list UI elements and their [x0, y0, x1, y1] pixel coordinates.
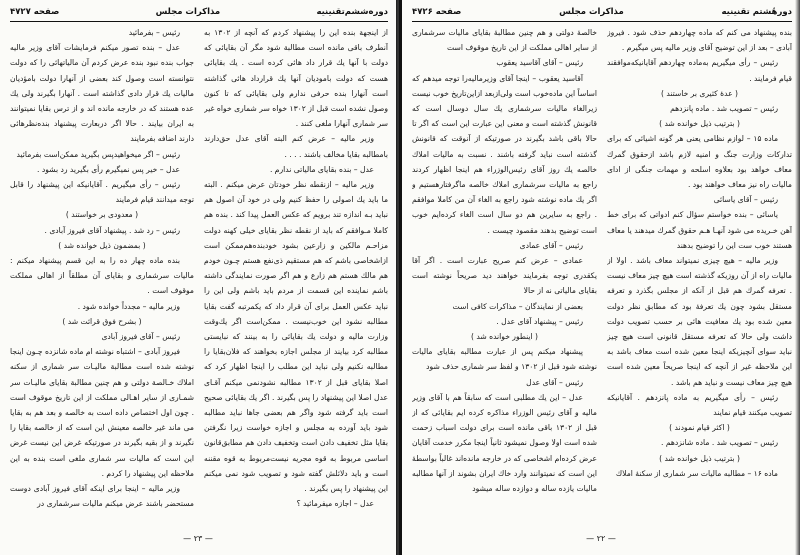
- paragraph: خالصهٔ دولتی و هم چنین مطالبهٔ بقایای مالیات سرشماری از سایر اهالی مملکت از این تاریخ موقوف است: [412, 28, 597, 53]
- column-left: [412, 25, 597, 527]
- paragraph: عدل – خیر پس نمیگیرم رأی بگیرید رد بشود .: [37, 164, 180, 174]
- paragraph: آقاسید یعقوب – اینجا آقای وزیرمالیه‌را توجه میدهم که اساساً این ماده‌خوب است ولی‌ازبعد ازاین‌تاریخ خوب نیست زیرالغاء مالیات سرشماری یك سال دوسال است که قانونش گذشته است و معنی این عبارت این است که اگر تا حالا باقی باشد بگیرند در صورتیکه از آنوقت که قانونش گذشته است نباید گرفته باشند . نسبت به مالیات املاك خالصه یك روز آقای رئیس‌الوزراء هم اینجا اظهار کردند راجع به مالیات سرشماری املاك خالصه ماگرفتارهستیم و اگر یك ماده نوشته شود راجع به الغاء آن من کاملا موافقم . راجع به سایرین هم دو سال است الغاء کرده‌ایم خوب است توضیح بدهند مقصود چیست .: [412, 73, 597, 235]
- paragraph: بنده پیشنهاد می کنم که ماده چهاردهم حذف شود . فیروز آبادی – بعد از این توضیح آقای وزیر مالیه پس میگیرم .: [607, 28, 792, 53]
- paragraph: عدل – اجازه میفرمائید ؟: [296, 499, 375, 509]
- header-rule: [10, 21, 388, 22]
- session-label: دوره‌ششم‌تقنینیه: [316, 7, 389, 17]
- paragraph: رئیس – رأی میگیریم . آقایانیکه این پیشنهاد را قابل توجه میدانند قیام فرمایند: [9, 180, 194, 205]
- paragraph: از اینجهة بنده این را پیشنهاد کردم که آنچه از ۱۳۰۲ به آنطرف باقی مانده است مطالبة شود مگر آن بقایائی که دولت با آنها یك قرار داد هائی کرده است . یك بقایائی هست که دولت بامودیان آنها یك قرارداد هائی گذاشته است آنهارا بنده حرفی ندارم ولی بقایائی که تا کنون وصول نشده است قبل از ۱۳۰۲ خواه سر شماری خواه غیر سر شماری آنهارا ملغی کنند .: [204, 28, 389, 129]
- paragraph: رئیس – آقای آقاسید یعقوب: [496, 58, 583, 68]
- paragraph: رئیس – بفرمائید: [128, 28, 180, 37]
- paragraph: وزیر مالیه – مجدداً خوانده شود .: [77, 301, 180, 311]
- paragraph: رئیس – آقای فیروز آبادی: [101, 332, 180, 342]
- paragraph: ( بترتیب ذیل خوانده شد ): [659, 119, 740, 129]
- paragraph: پیشنهاد میکنم پس از عبارت مطالبه بقایای مالیات نوشته شود قبل از ۱۳۰۲ و لفظ سر شماری حذف شود: [412, 347, 597, 372]
- paragraph: وزیر مالیه – اینجا برای اینکه آقای فیروز آبادی دوست مستحضر باشند عرض میکنم مالیات سرشماری در: [9, 484, 194, 509]
- left-page-header: [10, 4, 388, 20]
- right-page: [399, 0, 800, 555]
- paragraph: رئیس – اگر میخواهید‌پس بگیرید ممکن‌است بفرمائید: [16, 149, 180, 159]
- page-footer-number: — ۲۳ —: [183, 534, 213, 543]
- paragraph: ( عدهٔ کثیری بر خاستند ): [660, 88, 739, 98]
- paragraph: رئیس – آقای یاسائی: [713, 195, 778, 205]
- paragraph: عدل – این یك مطلبی است که سابقاً هم با آقای وزیر مالیه و آقای رئیس الوزراء مذاکره کرده ایم بقایائی که از قبل از ۱۳۰۲ باقی مانده است برای دولت اسباب زحمت شده است اولا وصول نمیشود ثانیاً اینجا مکرر خدمت آقایان عرض کرده‌ام اشخاصی که در خارجه مانده‌اند غالباً بواسطهٔ این است که نمیتوانند وارد خاك ایران بشوند از آنها مطالبه مالیات یازده ساله و دوازده ساله میشود: [412, 392, 597, 494]
- paragraph: وزیر مالیه – عرض کنم البته آقای عدل حق‌دارند بامطالبه بقایا مخالف باشند . . . .: [204, 134, 389, 159]
- paragraph: یاسائی – بنده خواستم سؤال کنم ادواتی که برای خط آهن خـریده می شود آنهـا هـم حقوق گمرك میدهند یا معاف هستند خوب ست این را توضیح بدهند: [607, 210, 792, 250]
- left-page: [0, 0, 397, 555]
- paragraph: رئیس – رد شد . پیشنهاد آقای فیروز آبادی .: [44, 225, 180, 235]
- column-right: [607, 25, 792, 527]
- paragraph: رئیس – آقای عدل: [526, 377, 583, 387]
- running-title: مذاکرات مجلس: [155, 7, 221, 17]
- paragraph: ( اکثر قیام نمودند ): [669, 423, 730, 433]
- paragraph: رئیس – آقای عمادی: [519, 240, 583, 250]
- paragraph: عدل – بنده بقایای مالیاتی ندارم .: [269, 164, 375, 174]
- paragraph: رئیس – تصویب شد . ماده شانزدهم .: [661, 438, 778, 448]
- page-footer-number: — ۲۲ —: [586, 534, 616, 543]
- running-title: مذاکرات مجلس: [559, 7, 624, 17]
- paragraph: ( اینطور خوانده شد ): [470, 332, 539, 342]
- left-page-columns: [10, 25, 388, 527]
- paragraph: ( بمضمون ذیل خوانده شد ): [58, 240, 146, 250]
- paragraph: ( معدودی بر خواستند ): [65, 210, 139, 220]
- paragraph: بعضی از نمایندگان – مذاکرات کافی است: [452, 301, 583, 311]
- right-page-header: [412, 4, 792, 20]
- page-number-label: صفحه ۴۷۲۷: [10, 7, 60, 17]
- scan-edge-shadow: [795, 0, 800, 555]
- paragraph: فیروز آبادی – اشتباه نوشته ام ماده شانزده چـون اینجا نوشته شده است مطالبة مالیـات سر شماری از سکنه املاك خـالصة دولتی و هم چنین مطالبة بقایای مالیـات سر شمـاری از سایر اهـالی مملکت از این تاریخ موقوف است . چون اول اختصاص داده است به خالصه و بعد هم به بقایا می ماند غیر خالصه معینش این است که از خالصه بقایا را نگیرند و از بقیه بگیرند در صورتیکه غرض این نیست غرض این است که مالیات سر شماری ملغی است بنده به این ملاحظه این پیشنهاد را کردم .: [9, 347, 194, 478]
- paragraph: بنده ماده چهار ده را به این قسم پیشنهاد میکنم : مالیات سرشماری و بقایای آن مطلقاً از اهالی مملکت موقوف است .: [9, 256, 194, 296]
- paragraph: عمادی – عرض کنم صریح عبارت است . اگر آقا یکقدری توجه بفرمایند خواهند دید صریحاً نوشته است بقایای مالیاتی نه از حالا: [412, 256, 597, 296]
- paragraph: رئیس – رأی میگیریم به‌ماده چهاردهم آقایانیکه‌موافقند قیام فرمایند .: [607, 58, 792, 83]
- paragraph: ماده ۱۶ – مطالبه مالیات سر شماری از سکنهٔ املاك: [615, 468, 778, 478]
- paragraph: رئیس – پیشنهاد آقای عدل .: [496, 316, 583, 326]
- paragraph: رئیس – رأی میگیریم به ماده پانزدهم . آقایانیکه تصویب میکنند قیام نمایند: [607, 392, 792, 418]
- paragraph: وزیر مالیه – هیچ چیزی نمیتواند معاف باشد . اولا از مالیات راه از آن روزیکه گذشته است هیچ چیز معاف نیست . تعرفه گمرك هم قبل از آنکه از مجلس بگذرد و تعرفه مستقل بشود چون یك تعرفهٔ بود که مطابق نظر دولت معین شده بود یك معافیت هائی بر حسب تصویب دولت داشت ولی حالا که تعرفه مستقل قانونی است هیچ چیز نباید سوای آنچیزیکه اینجا معین شده است معاف باشد به این ملاحظه غیر از آنچه که اینجا صریحاً معین شده است هیچ چیز معاف نیست و نباید هم باشد .: [607, 256, 792, 387]
- paragraph: ( بشرح فوق قرائت شد ): [62, 316, 142, 326]
- session-label: دورهٔشتم تقنینیه: [721, 7, 792, 17]
- paragraph: وزیر مالیه – ازنقطه نظر خودتان عرض میکنم . البته ما باید یك اصولی را حفظ کنیم ولی در خود آن اصول هم نباید بـه اندازه تند برویم که عکس العمل پیدا کند . بنده هم کاملا مـوافقم که باید از نقطه نظر بقایای خیلی کهنه دولت مزاحـم مالکین و زارعین بشود خودبنده‌هم‌ممکن است ازاشخاصی باشم که هم مستقیم ذی‌نفع هستم چـون خودم هم مالك هستم هم زارع و هم اگر صورت نمایندگی داشته باشم نماینده این قسمت از مردم باید باشم ولی این را نباید عکس العمل برای آن قرار داد که یکمرتبه گفت بقایا مطالبه نشود این خوب‌نیست . ممکن‌است اگر یك‌وقت وزارت مالیه و دولت یك بقایائی را به بینند که نبایستی مطالبه کرد بیایند از مجلس اجازه بخواهند که فلان‌بقایا را مطالبه نکنیم ولی نباید این مطلب را اینجا اظهار کرد که اصلا بقایای قبل از ۱۳۰۲ مطالبه نشود‌نمی میکنم آقـای عدل اصلا این پیشنهاد را پس بگیرند . اگر یك بقایائی صحیح است باید گرفته شود واگر هم بعضی جاها نباید مطالبه شود باید آورده به مجلس و اجازه خواست زیرا نگرفتن بقایا مثل تخفیف دادن است وتخفیف دادن هم مطابق‌قانون اساسی مربوط به قوه مجریه نیست‌مربوط به قوه مقننه است و باید دلائلش گفته شود و تصویب شود نمی میکنم این پیشنهاد را پس بگیرند .: [204, 180, 389, 494]
- column-right: [204, 25, 388, 527]
- paragraph: رئیس – تصویب شد . ماده پانزدهم: [670, 104, 778, 114]
- paragraph: ماده ۱۵ – لوازم نظامی یعنی هر گونه اشیائی که برای تدارکات وزارت جنگ و امنیه لازم باشد ازحقوق گمرك معاف خواهد بود بعلاوه اسلحه و مهمات جنگی از ادای مالیات راه نیز معاف خواهند بود .: [607, 134, 792, 190]
- right-page-columns: [412, 25, 792, 527]
- paragraph: ( بترتیب ذیل خوانده شد ): [659, 453, 740, 463]
- paragraph: عدل – بنده تصور میکنم فرمایشات آقای وزیر مالیه جواب بنده نبود بنده عرض کردم آن مالیاتهائی را که دولت نتوانسته است وصول کند بعضی از آنهارا دولت بامؤدیان مالیات یك قرار دادی گذاشته است . آنهارا بگیرند ولی یك عده هستند که در خارجه مانده اند و از ترس بقایا نمیتوانند به ایران بیایند . حالا اگر دربعارت پیشنهاد بنده‌نظرهائی دارند اضافه بفرمایند: [9, 43, 194, 144]
- header-rule: [412, 21, 792, 22]
- page-number-label: صفحه ۴۷۲۶: [412, 7, 462, 17]
- column-left: [10, 25, 194, 527]
